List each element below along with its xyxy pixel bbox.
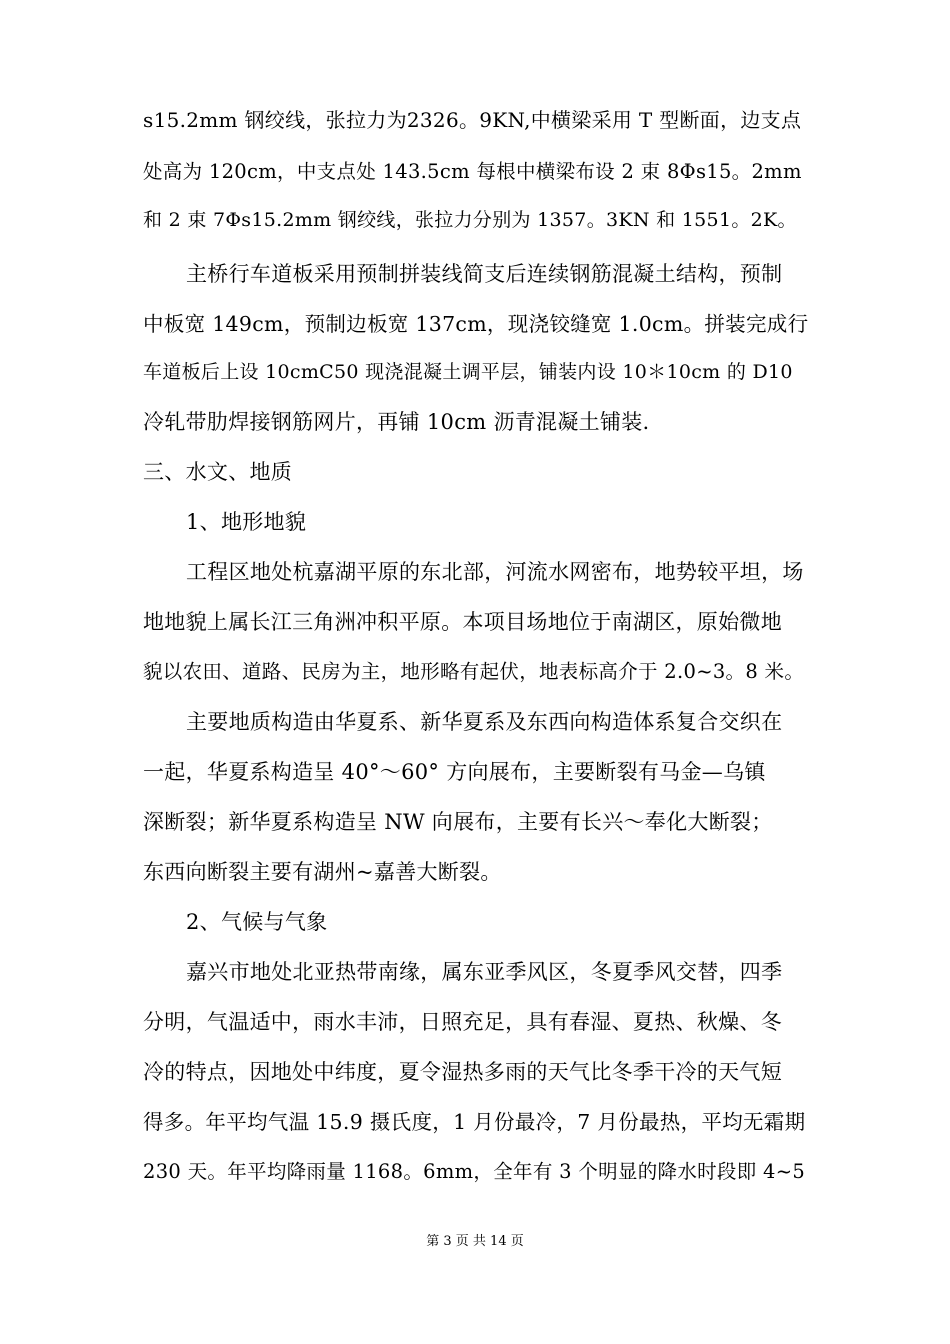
text-line: s15.2mm 钢绞线，张拉力为2326。9KN,中横梁采用 T 型断面，边支点 [143, 108, 802, 132]
text-line: 一起，华夏系构造呈 40°～60° 方向展布，主要断裂有马金—乌镇 [143, 760, 766, 784]
text-line: 车道板后上设 10cmC50 现浇混凝土调平层，铺装内设 10＊10cm 的 D10 [143, 361, 793, 383]
text-line: 工程区地处杭嘉湖平原的东北部，河流水网密布，地势较平坦，场 [186, 560, 804, 584]
text-line: 冷的特点，因地处中纬度，夏令湿热多雨的天气比冬季干冷的天气短 [143, 1060, 782, 1084]
text-line: 东西向断裂主要有湖州~嘉善大断裂。 [143, 860, 502, 884]
text-line: 和 2 束 7Φs15.2mm 钢绞线，张拉力分别为 1357。3KN 和 1551。2K。 [143, 209, 797, 231]
text-line: 分明，气温适中，雨水丰沛，日照充足，具有春湿、夏热、秋燥、冬 [143, 1010, 782, 1034]
text-line: 处高为 120cm，中支点处 143.5cm 每根中横梁布设 2 束 8Φs15。2mm [143, 160, 802, 183]
text-line: 貌以农田、道路、民房为主，地形略有起伏，地表标高介于 2.0~3。8 米。 [143, 660, 805, 683]
text-line: 主要地质构造由华夏系、新华夏系及东西向构造体系复合交织在 [186, 710, 783, 734]
text-line: 地地貌上属长江三角洲冲积平原。本项目场地位于南湖区，原始微地 [143, 610, 782, 634]
text-line: 冷轧带肋焊接钢筋网片，再铺 10cm 沥青混凝土铺装. [143, 410, 650, 434]
section-heading: 三、水文、地质 [143, 460, 293, 484]
text-line: 得多。年平均气温 15.9 摄氏度，1 月份最冷，7 月份最热，平均无霜期 [143, 1110, 806, 1134]
subsection-heading: 2、气候与气象 [186, 910, 328, 934]
text-line: 嘉兴市地处北亚热带南缘，属东亚季风区，冬夏季风交替，四季 [186, 960, 783, 984]
page-footer: 第 3 页 共 14 页 [426, 1234, 524, 1249]
text-line: 中板宽 149cm，预制边板宽 137cm，现浇铰缝宽 1.0cm。拼装完成行 [143, 312, 809, 336]
subsection-heading: 1、地形地貌 [186, 510, 307, 534]
text-line: 230 天。年平均降雨量 1168。6mm，全年有 3 个明显的降水时段即 4~5 [143, 1160, 806, 1183]
text-line: 深断裂；新华夏系构造呈 NW 向展布，主要有长兴～奉化大断裂； [143, 810, 773, 834]
text-line: 主桥行车道板采用预制拼装线简支后连续钢筋混凝土结构，预制 [186, 262, 783, 286]
